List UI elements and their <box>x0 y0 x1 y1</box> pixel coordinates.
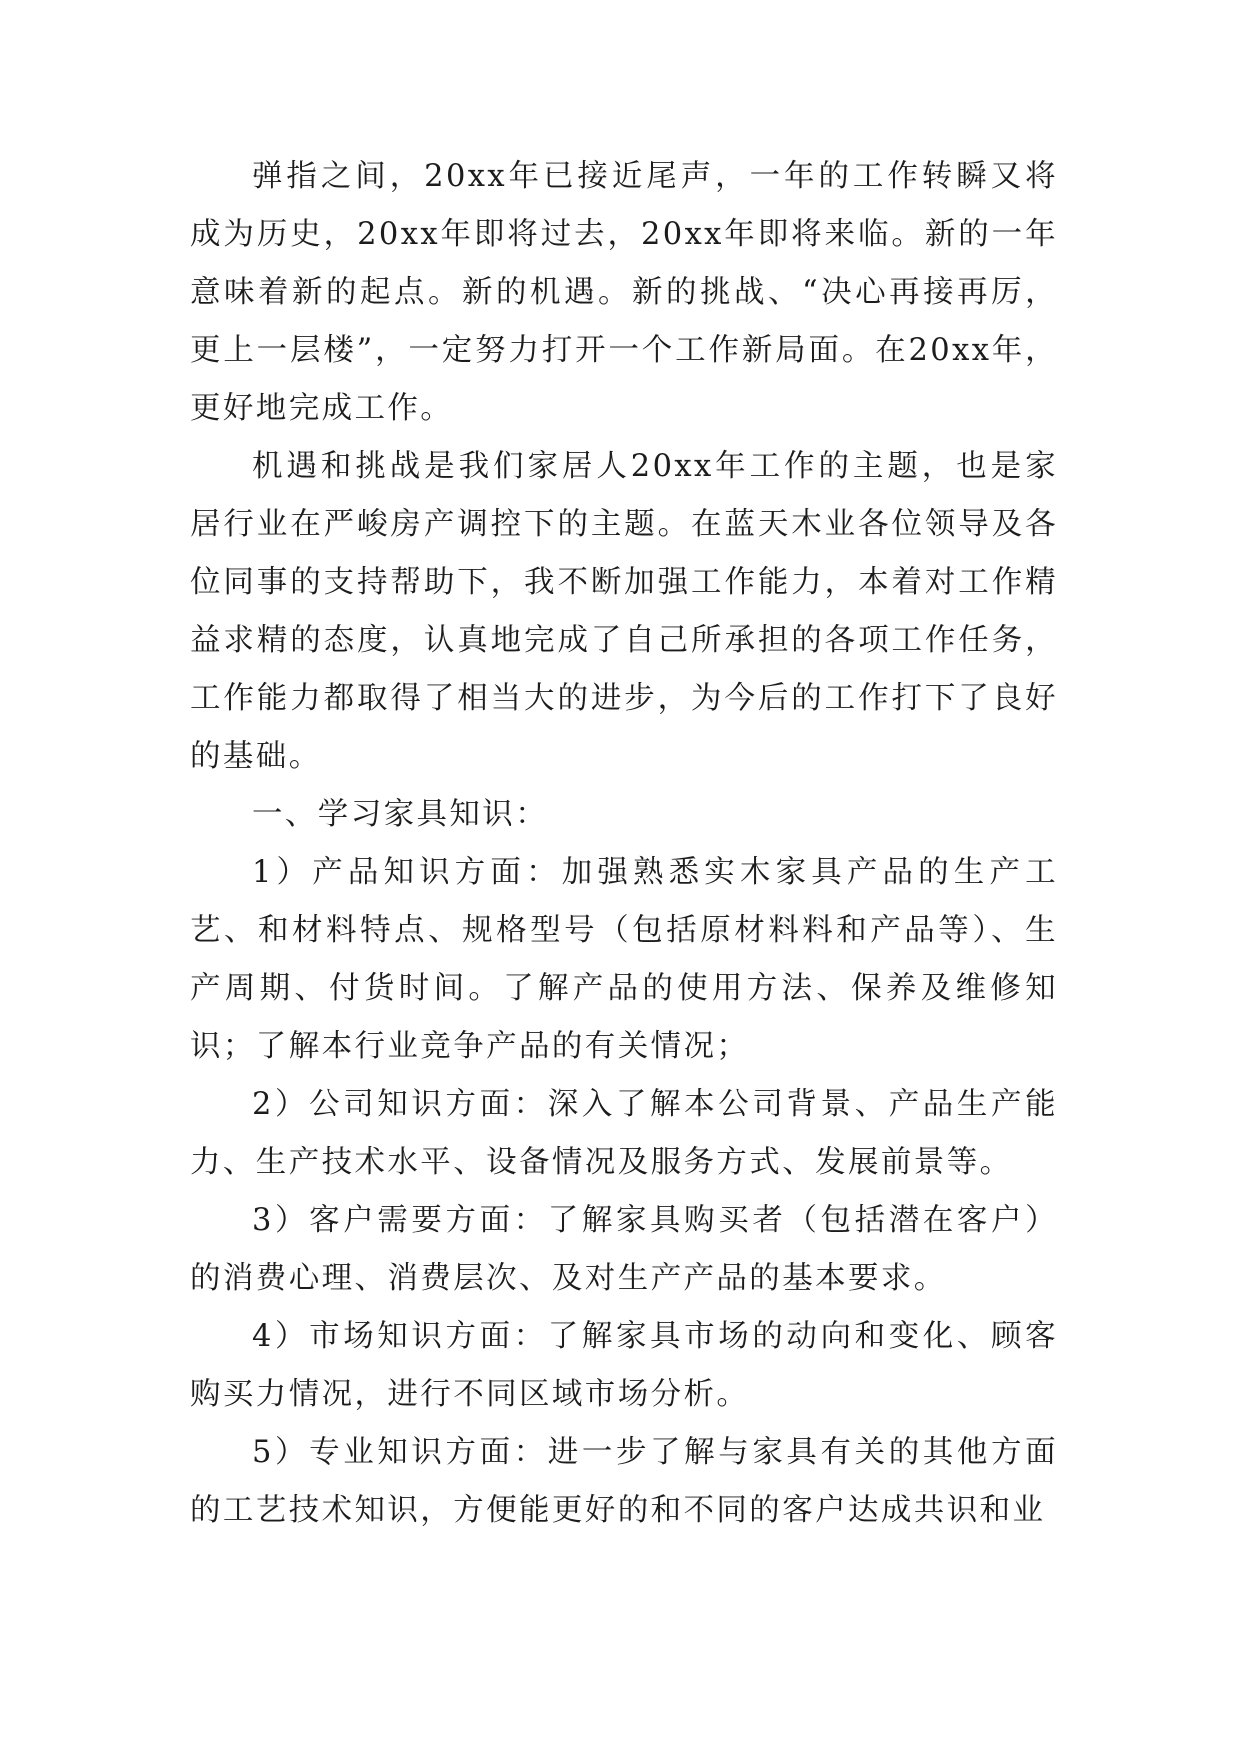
paragraph-theme: 机遇和挑战是我们家居人20xx年工作的主题，也是家居行业在严峻房产调控下的主题。在蓝天木业各位领导及各位同事的支持帮助下，我不断加强工作能力，本着对工作精益求精的态度，认真地完成了自己所承担的各项工作任务，工作能力都取得了相当大的进步，为今后的工作打下了良好的基础。 <box>190 449 1058 774</box>
paragraph-market-knowledge: 4）市场知识方面：了解家具市场的动向和变化、顾客购买力情况，进行不同区域市场分析。 <box>190 1319 1058 1412</box>
section-heading-furniture-knowledge: 一、学习家具知识： <box>252 797 549 832</box>
paragraph-product-knowledge: 1）产品知识方面：加强熟悉实木家具产品的生产工艺、和材料特点、规格型号（包括原材料料和产品等）、生产周期、付货时间。了解产品的使用方法、保养及维修知识；了解本行业竞争产品的有关情况； <box>190 855 1058 1064</box>
paragraph-company-knowledge: 2）公司知识方面：深入了解本公司背景、产品生产能力、生产技术水平、设备情况及服务方式、发展前景等。 <box>190 1087 1058 1180</box>
document-body <box>190 148 1058 1540</box>
paragraph-professional-knowledge: 5）专业知识方面：进一步了解与家具有关的其他方面的工艺技术知识，方便能更好的和不同的客户达成共识和业 <box>190 1435 1058 1528</box>
paragraph-customer-needs: 3）客户需要方面：了解家具购买者（包括潜在客户）的消费心理、消费层次、及对生产产品的基本要求。 <box>190 1203 1058 1296</box>
paragraph-intro: 弹指之间，20xx年已接近尾声，一年的工作转瞬又将成为历史，20xx年即将过去，20xx年即将来临。新的一年意味着新的起点。新的机遇。新的挑战、“决心再接再厉，更上一层楼”，一定努力打开一个工作新局面。在20xx年，更好地完成工作。 <box>190 159 1058 426</box>
